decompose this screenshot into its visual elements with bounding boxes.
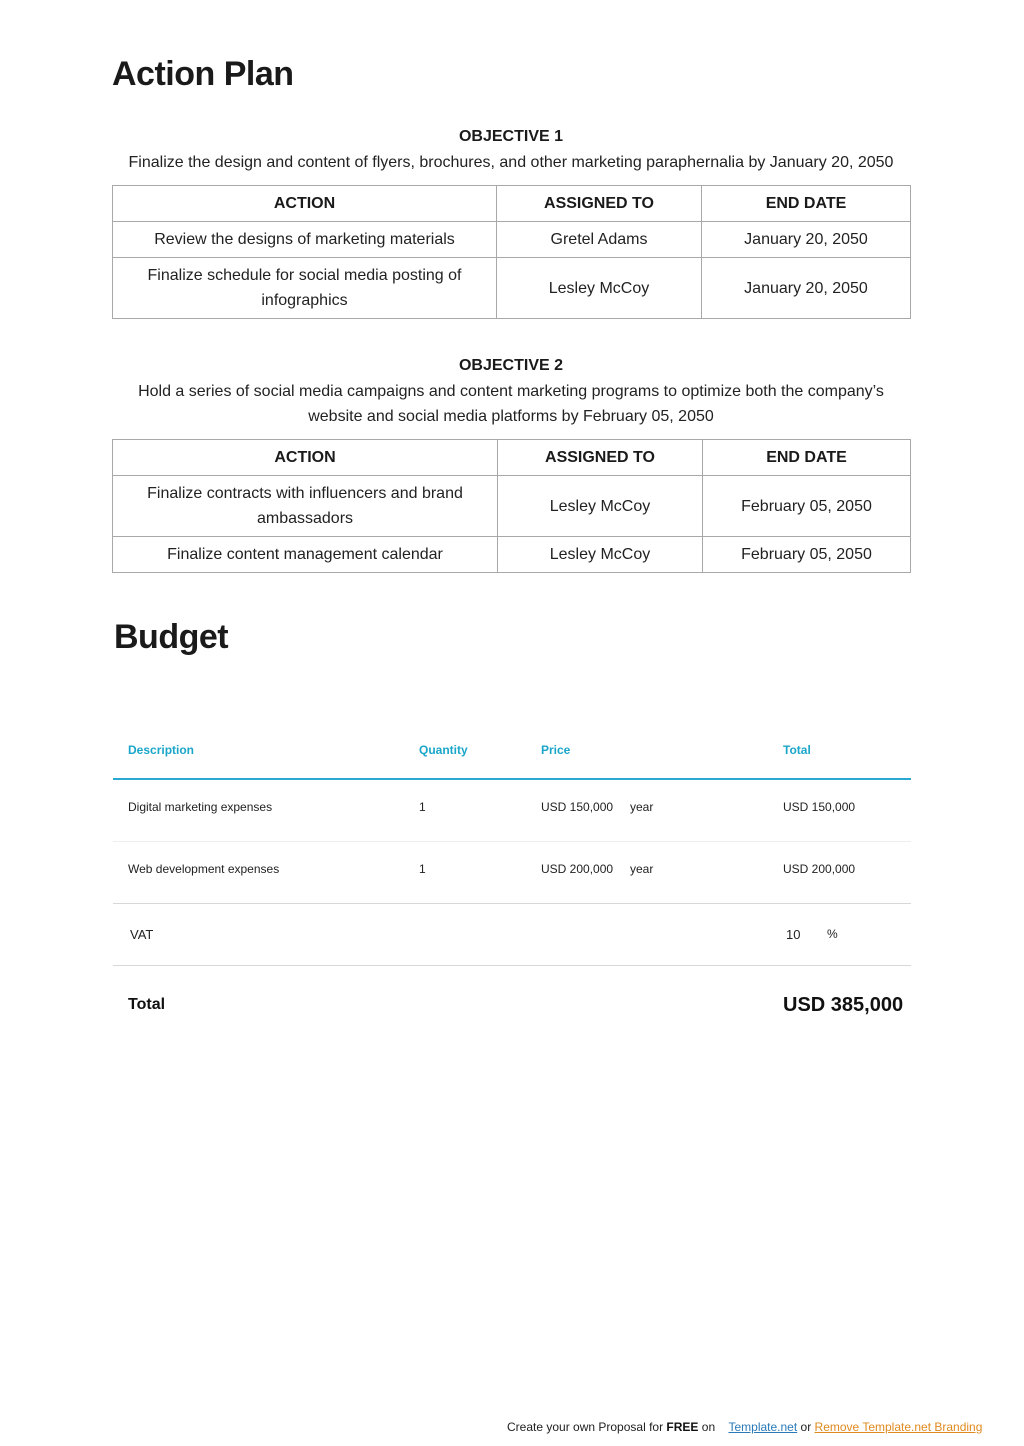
assigned-to-cell: Gretel Adams (497, 222, 702, 258)
table-header-row (113, 440, 911, 476)
budget-header-row (113, 730, 911, 780)
budget-row (113, 842, 911, 904)
footer-or: or (797, 1420, 815, 1434)
item-description: Digital marketing expenses (128, 800, 273, 814)
column-header-action: ACTION (113, 186, 497, 222)
branding-footer (507, 1420, 982, 1434)
budget-row (113, 780, 911, 842)
table-row (113, 222, 911, 258)
column-header-total: Total (783, 743, 811, 757)
item-quantity: 1 (419, 800, 426, 814)
table-row (113, 258, 911, 319)
assigned-to-cell: Lesley McCoy (498, 476, 703, 537)
item-price-unit: year (630, 862, 654, 876)
action-cell: Review the designs of marketing materials (113, 222, 497, 258)
objective-1-description: Finalize the design and content of flyers, brochures, and other marketing paraphernalia by January 20, 2050 (128, 154, 894, 171)
column-header-action: ACTION (113, 440, 498, 476)
end-date-cell: February 05, 2050 (703, 537, 911, 573)
footer-on: on (698, 1420, 716, 1434)
item-price: USD 150,000 (541, 800, 614, 814)
remove-branding-link[interactable]: Remove Template.net Branding (814, 1420, 983, 1434)
objective-2-description: Hold a series of social media campaigns and content marketing programs to optimize both the company’s website and social media platforms by February 05, 2050 (138, 383, 884, 425)
footer-free: FREE (666, 1420, 699, 1434)
column-header-end-date: END DATE (702, 186, 911, 222)
vat-value: 10 (786, 927, 801, 942)
vat-label: VAT (130, 927, 154, 942)
footer-text: Create your own Proposal for (507, 1420, 667, 1434)
item-total: USD 150,000 (783, 800, 856, 814)
table-row (113, 476, 911, 537)
action-cell: Finalize schedule for social media posting of infographics (113, 258, 497, 319)
total-amount: USD 385,000 (783, 994, 904, 1016)
column-header-quantity: Quantity (419, 743, 468, 757)
objective-2-table (112, 439, 911, 573)
budget-table (113, 730, 911, 1036)
vat-unit: % (827, 927, 838, 941)
assigned-to-cell: Lesley McCoy (498, 537, 703, 573)
item-description: Web development expenses (128, 862, 280, 876)
action-cell: Finalize contracts with influencers and brand ambassadors (113, 476, 498, 537)
item-total: USD 200,000 (783, 862, 856, 876)
action-cell: Finalize content management calendar (113, 537, 498, 573)
objective-1-table (112, 185, 911, 319)
table-header-row (113, 186, 911, 222)
column-header-end-date: END DATE (703, 440, 911, 476)
total-label: Total (128, 996, 166, 1013)
column-header-description: Description (128, 743, 195, 757)
column-header-assigned-to: ASSIGNED TO (497, 186, 702, 222)
objective-1-label: OBJECTIVE 1 (458, 128, 564, 145)
total-row (113, 966, 911, 1036)
item-price: USD 200,000 (541, 862, 614, 876)
end-date-cell: January 20, 2050 (702, 222, 911, 258)
column-header-price: Price (541, 743, 571, 757)
template-net-link[interactable]: Template.net (728, 1420, 798, 1434)
table-row (113, 537, 911, 573)
assigned-to-cell: Lesley McCoy (497, 258, 702, 319)
item-price-unit: year (630, 800, 654, 814)
end-date-cell: February 05, 2050 (703, 476, 911, 537)
action-plan-title: Action Plan (112, 55, 294, 93)
item-quantity: 1 (419, 862, 426, 876)
vat-row (113, 904, 911, 966)
column-header-assigned-to: ASSIGNED TO (498, 440, 703, 476)
objective-2-label: OBJECTIVE 2 (458, 357, 564, 374)
end-date-cell: January 20, 2050 (702, 258, 911, 319)
budget-title: Budget (114, 618, 229, 656)
